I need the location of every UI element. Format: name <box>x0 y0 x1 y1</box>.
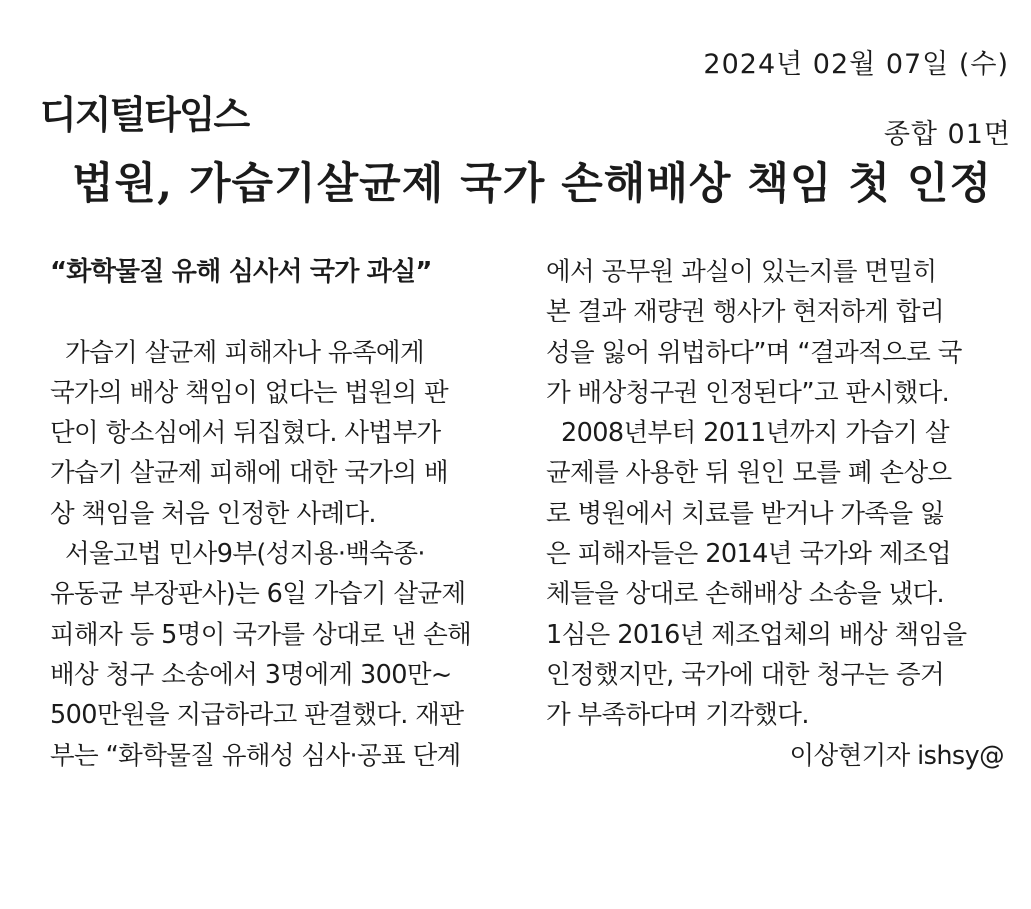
body-line: 균제를 사용한 뒤 원인 모를 폐 손상으 <box>546 458 952 489</box>
body-line: 본 결과 재량권 행사가 현저하게 합리 <box>546 297 945 328</box>
body-line: 부는 “화학물질 유해성 심사·공표 단계 <box>50 740 461 771</box>
article-column-right <box>546 252 1004 776</box>
body-line: 가 배상청구권 인정된다”고 판시했다. <box>546 377 950 408</box>
body-line: 2008년부터 2011년까지 가습기 살 <box>546 418 949 449</box>
body-line: 유동균 부장판사)는 6일 가습기 살균제 <box>50 579 466 610</box>
article-subhead: “화학물질 유해 심사서 국가 과실” <box>50 257 432 287</box>
newspaper-masthead: 디지털타임스 <box>40 93 249 137</box>
reporter-byline: 이상현기자 ishsy@ <box>789 740 1004 771</box>
body-line: 가습기 살균제 피해자나 유족에게 <box>50 337 424 368</box>
body-line: 가습기 살균제 피해에 대한 국가의 배 <box>50 458 449 489</box>
body-line: 체들을 상대로 손해배상 소송을 냈다. <box>546 579 945 610</box>
body-line: 은 피해자들은 2014년 국가와 제조업 <box>546 539 951 570</box>
body-line: 피해자 등 5명이 국가를 상대로 낸 손해 <box>50 619 472 650</box>
body-line: 가 부족하다며 기각했다. <box>546 700 809 731</box>
article-column-left <box>50 252 514 776</box>
body-line: 단이 항소심에서 뒤집혔다. 사법부가 <box>50 418 441 449</box>
article-headline: 법원, 가습기살균제 국가 손해배상 책임 첫 인정 <box>72 159 993 209</box>
body-line: 에서 공무원 과실이 있는지를 면밀히 <box>546 257 937 287</box>
subhead-spacer <box>50 292 514 332</box>
body-line: 배상 청구 소송에서 3명에게 300만~ <box>50 659 452 690</box>
body-line: 인정했지만, 국가에 대한 청구는 증거 <box>546 659 945 690</box>
body-line: 로 병원에서 치료를 받거나 가족을 잃 <box>546 498 945 529</box>
page-section-label: 종합 01면 <box>883 119 1011 150</box>
body-line: 국가의 배상 책임이 없다는 법원의 판 <box>50 377 449 408</box>
body-line: 상 책임을 처음 인정한 사례다. <box>50 498 376 529</box>
body-line: 1심은 2016년 제조업체의 배상 책임을 <box>546 619 967 650</box>
body-line: 500만원을 지급하라고 판결했다. 재판 <box>50 700 464 731</box>
publication-date: 2024년 02월 07일 (수) <box>703 49 1009 80</box>
body-line: 성을 잃어 위법하다”며 “결과적으로 국 <box>546 337 962 368</box>
body-line: 서울고법 민사9부(성지용·백숙종· <box>50 539 425 570</box>
